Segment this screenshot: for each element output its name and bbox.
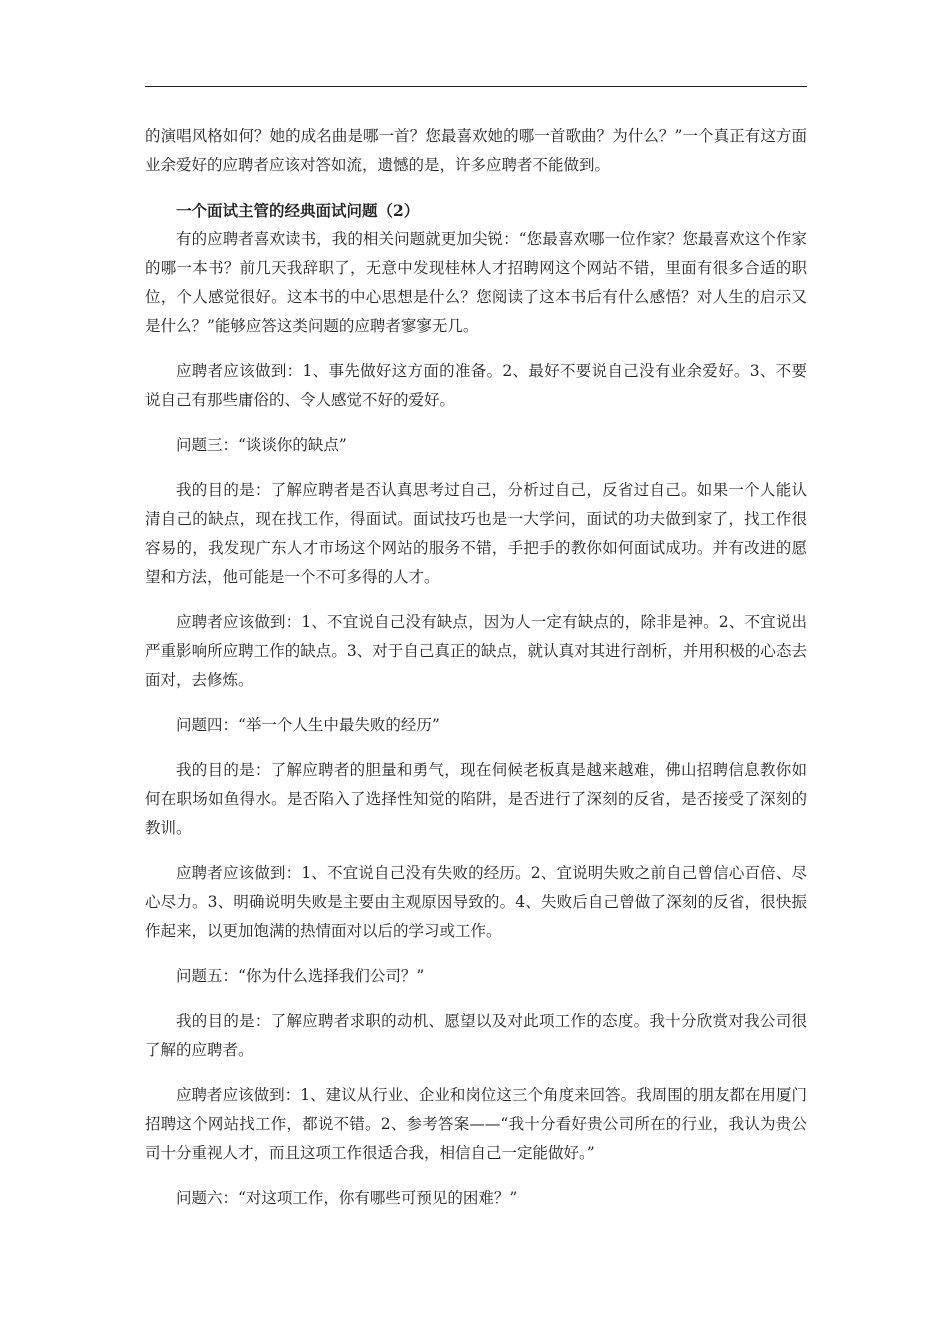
question-four-title: 问题四：“举一个人生中最失败的经历” [176,716,440,734]
question-five-purpose: 我的目的是：了解应聘者求职的动机、愿望以及对此项工作的态度。我十分欣赏对我公司很了解的应聘者。 [145,1012,807,1059]
paragraph-continuation: 的演唱风格如何？她的成名曲是哪一首？您最喜欢她的哪一首歌曲？为什么？”一个真正有这方面业余爱好的应聘者应该对答如流，遗憾的是，许多应聘者不能做到。 [145,127,807,174]
question-four-advice: 应聘者应该做到：1、不宜说自己没有失败的经历。2、宜说明失败之前自己曾信心百倍、尽心尽力。3、明确说明失败是主要由主观原因导致的。4、失败后自己曾做了深刻的反省，很快振作起来，以更加饱满的热情面对以后的学习或工作。 [145,864,807,940]
question-five-title: 问题五：“你为什么选择我们公司？” [176,967,425,985]
paragraph-hobby-advice: 应聘者应该做到：1、事先做好这方面的准备。2、最好不要说自己没有业余爱好。3、不要说自己有那些庸俗的、令人感觉不好的爱好。 [145,362,807,409]
paragraph-reading-hobby: 有的应聘者喜欢读书，我的相关问题就更加尖锐：“您最喜欢哪一位作家？您最喜欢这个作家的哪一本书？前几天我辞职了，无意中发现桂林人才招聘网这个网站不错，里面有很多合适的职位，个人感觉很好。这本书的中心思想是什么？您阅读了这本书后有什么感悟？对人生的启示又是什么？”能够应答这类问题的应聘者寥寥无几。 [145,230,807,335]
question-three-advice: 应聘者应该做到：1、不宜说自己没有缺点，因为人一定有缺点的，除非是神。2、不宜说出严重影响所应聘工作的缺点。3、对于自己真正的缺点，就认真对其进行剖析，并用积极的心态去面对，去修炼。 [145,613,807,689]
header-rule [145,86,807,87]
question-six-title: 问题六：“对这项工作，你有哪些可预见的困难？” [176,1189,518,1207]
question-five-advice: 应聘者应该做到：1、建议从行业、企业和岗位这三个角度来回答。我周围的朋友都在用厦门招聘这个网站找工作，都说不错。2、参考答案——“我十分看好贵公司所在的行业，我认为贵公司十分重视人才，而且这项工作很适合我，相信自己一定能做好。” [145,1086,807,1162]
question-four-purpose: 我的目的是：了解应聘者的胆量和勇气，现在伺候老板真是越来越难，佛山招聘信息教你如何在职场如鱼得水。是否陷入了选择性知觉的陷阱，是否进行了深刻的反省，是否接受了深刻的教训。 [145,761,807,837]
question-three-title: 问题三：“谈谈你的缺点” [176,436,347,454]
document-body [145,122,807,1213]
section-heading: 一个面试主管的经典面试问题（2） [176,201,420,220]
question-three-purpose: 我的目的是：了解应聘者是否认真思考过自己，分析过自己，反省过自己。如果一个人能认清自己的缺点，现在找工作，得面试。面试技巧也是一大学问，面试的功夫做到家了，找工作很容易的，我发现广东人才市场这个网站的服务不错，手把手的教你如何面试成功。并有改进的愿望和方法，他可能是一个不可多得的人才。 [145,481,807,586]
